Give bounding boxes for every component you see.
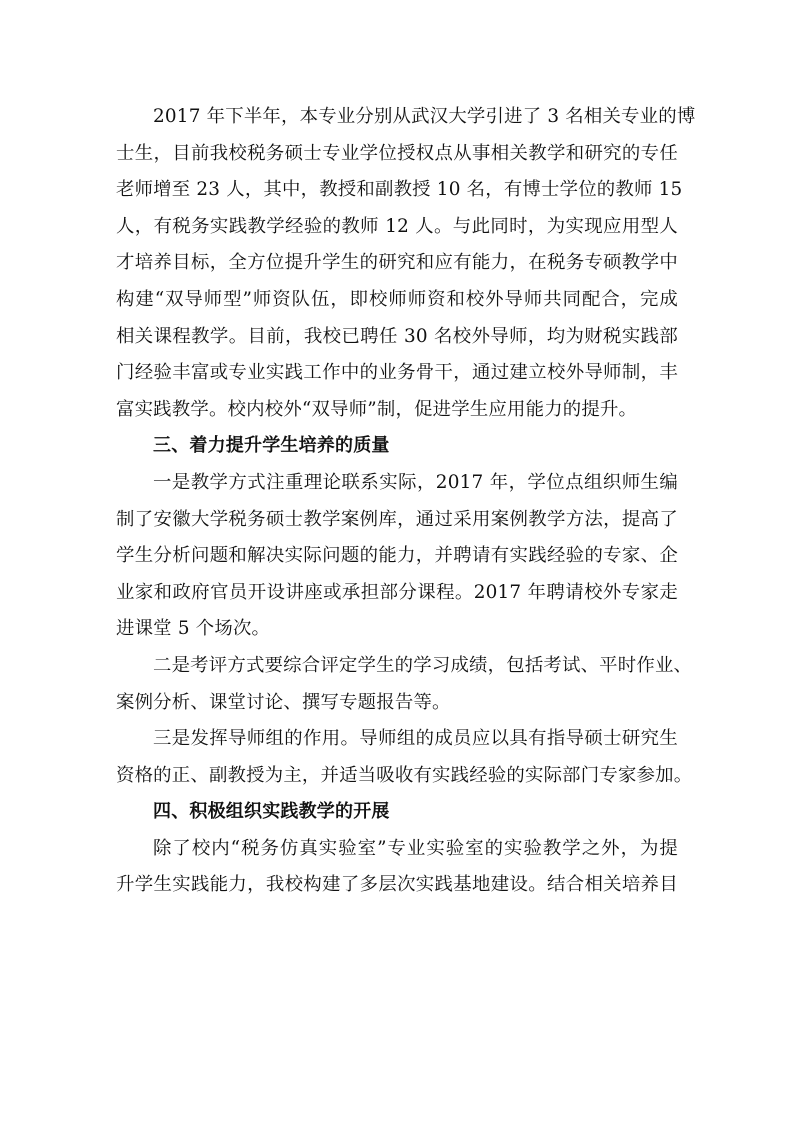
text-line: 构建“双导师型”师资队伍，即校师师资和校外导师共同配合，完成 [116, 288, 678, 310]
paragraph [116, 99, 696, 428]
text-line: 老师增至 23 人，其中，教授和副教授 10 名，有博士学位的教师 15 [116, 179, 683, 201]
text-line: 除了校内“税务仿真实验室”专业实验室的实验教学之外，为提 [153, 837, 678, 859]
text-line: 资格的正、副教授为主，并适当吸收有实践经验的实际部门专家参加。 [116, 764, 693, 786]
text-line: 富实践教学。校内校外“双导师”制，促进学生应用能力的提升。 [116, 398, 638, 420]
paragraph [116, 721, 693, 794]
text-line: 进课堂 5 个场次。 [116, 618, 271, 640]
text-line: 人，有税务实践教学经验的教师 12 人。与此同时，为实现应用型人 [116, 215, 678, 237]
text-line: 相关课程教学。目前，我校已聘任 30 名校外导师，均为财税实践部 [116, 325, 678, 347]
text-line: 四、积极组织实践教学的开展 [153, 801, 390, 823]
text-line: 2017 年下半年，本专业分别从武汉大学引进了 3 名相关专业的博 [153, 106, 696, 127]
text-line: 才培养目标，全方位提升学生的研究和应有能力，在税务专硕教学中 [116, 252, 678, 274]
text-line: 士生，目前我校税务硕士专业学位授权点从事相关教学和研究的专任 [116, 142, 678, 164]
text-line: 学生分析问题和解决实际问题的能力，并聘请有实践经验的专家、企 [116, 545, 678, 567]
text-line: 一是教学方式注重理论联系实际，2017 年，学位点组织师生编 [153, 471, 678, 493]
text-line: 三是发挥导师组的作用。导师组的成员应以具有指导硕士研究生 [153, 728, 678, 750]
paragraph [116, 648, 693, 721]
paragraph [116, 831, 678, 904]
text-line: 升学生实践能力，我校构建了多层次实践基地建设。结合相关培养目 [116, 874, 678, 896]
document-body [116, 99, 696, 904]
text-line: 二是考评方式要综合评定学生的学习成绩，包括考试、平时作业、 [153, 654, 693, 676]
paragraph [116, 465, 678, 648]
text-line: 三、着力提升学生培养的质量 [153, 435, 390, 457]
text-line: 制了安徽大学税务硕士教学案例库，通过采用案例教学方法，提高了 [116, 508, 678, 530]
section-heading [116, 794, 678, 831]
text-line: 业家和政府官员开设讲座或承担部分课程。2017 年聘请校外专家走 [116, 581, 678, 603]
text-line: 门经验丰富或专业实践工作中的业务骨干，通过建立校外导师制，丰 [116, 362, 678, 384]
section-heading [116, 428, 678, 465]
text-line: 案例分析、课堂讨论、撰写专题报告等。 [116, 691, 451, 713]
